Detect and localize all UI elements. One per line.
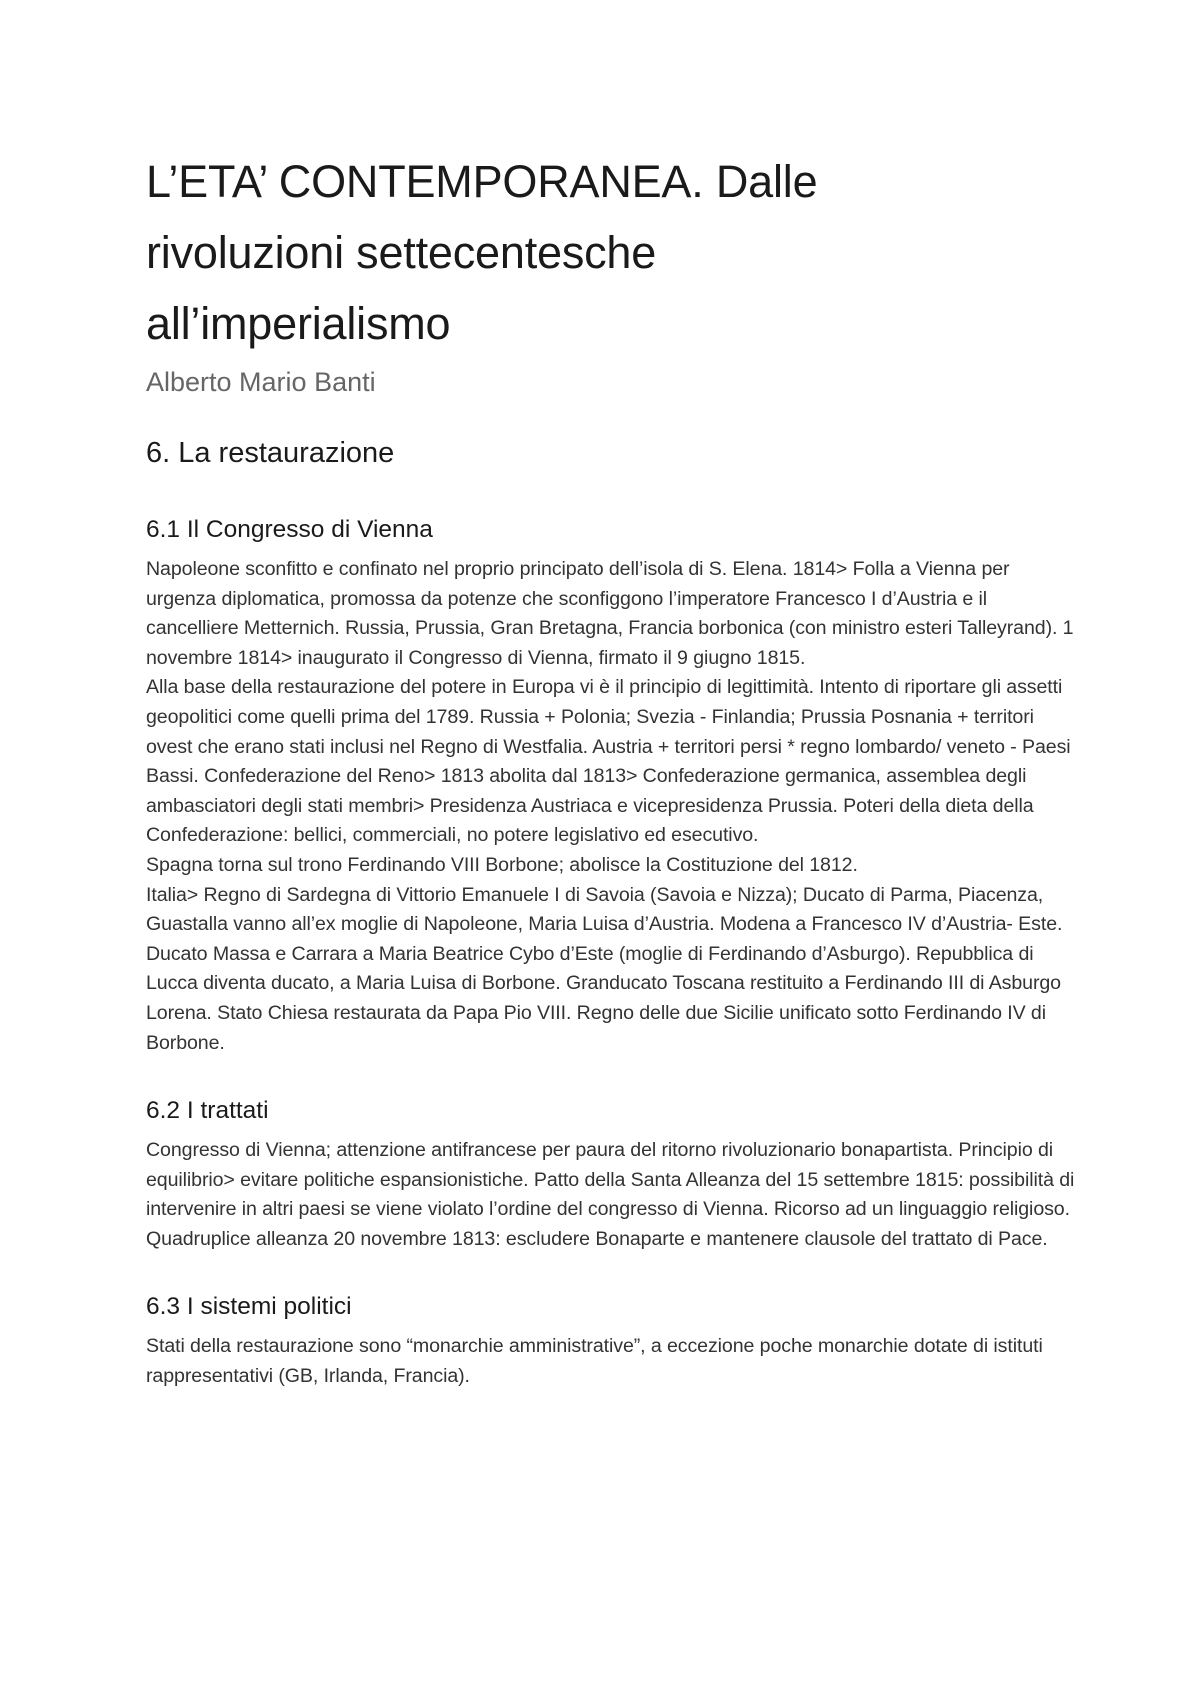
paragraph: Italia> Regno di Sardegna di Vittorio Emanuele I di Savoia (Savoia e Nizza); Ducato di Parma, Piacenza, Guastalla vanno all’ex moglie di Napoleone, Maria Luisa d’Austria. Modena a Francesco IV d’Austria- Este. Ducato Massa e Carrara a Maria Beatrice Cybo d’Este (moglie di Ferdinando d’Asburgo). Repubblica di Lucca diventa ducato, a Maria Luisa di Borbone. Granducato Toscana restituito a Ferdinando III di Asburgo Lorena. Stato Chiesa restaurata da Papa Pio VIII. Regno delle due Sicilie unificato sotto Ferdinando IV di Borbone. bbox=[146, 883, 1063, 1054]
chapter-heading: 6. La restaurazione bbox=[146, 437, 395, 469]
section-heading-6-2: 6.2 I trattati bbox=[146, 1097, 269, 1125]
document-content bbox=[146, 146, 1076, 1392]
section-body-6-3 bbox=[146, 1332, 1076, 1391]
section-heading-6-1: 6.1 Il Congresso di Vienna bbox=[146, 516, 433, 543]
title-line-1: L’ETA’ CONTEMPORANEA. Dalle bbox=[146, 156, 818, 207]
document-author: Alberto Mario Banti bbox=[146, 367, 376, 397]
section-body-6-2 bbox=[146, 1136, 1076, 1254]
paragraph: Congresso di Vienna; attenzione antifrancese per paura del ritorno rivoluzionario bonapartista. Principio di equilibrio> evitare politiche espansionistiche. Patto della Santa Alleanza del 15 settembre 1815: possibilità di intervenire in altri paesi se viene violato l’ordine del congresso di Vienna. Ricorso ad un linguaggio religioso. Quadruplice alleanza 20 novembre 1813: escludere Bonaparte e mantenere clausole del trattato di Pace. bbox=[146, 1139, 1075, 1250]
paragraph: Spagna torna sul trono Ferdinando VIII Borbone; abolisce la Costituzione del 1812. bbox=[146, 853, 858, 876]
paragraph: Napoleone sconfitto e confinato nel proprio principato dell’isola di S. Elena. 1814> Folla a Vienna per urgenza diplomatica, promossa da potenze che sconfiggono l’imperatore Francesco I d’Austria e il cancelliere Metternich. Russia, Prussia, Gran Bretagna, Francia borbonica (con ministro esteri Talleyrand). 1 novembre 1814> inaugurato il Congresso di Vienna, firmato il 9 giugno 1815. bbox=[146, 558, 1074, 669]
title-line-2: rivoluzioni settecentesche bbox=[146, 227, 657, 278]
section-body-6-1 bbox=[146, 555, 1076, 1058]
title-line-3: all’imperialismo bbox=[146, 298, 451, 349]
paragraph: Alla base della restaurazione del potere in Europa vi è il principio di legittimità. Intento di riportare gli assetti geopolitici come quelli prima del 1789. Russia + Polonia; Svezia - Finlandia; Prussia Posnania + territori ovest che erano stati inclusi nel Regno di Westfalia. Austria + territori persi * regno lombardo/ veneto - Paesi Bassi. Confederazione del Reno> 1813 abolita dal 1813> Confederazione germanica, assemblea degli ambasciatori degli stati membri> Presidenza Austriaca e vicepresidenza Prussia. Poteri della dieta della Confederazione: bellici, commerciali, no potere legislativo ed esecutivo. bbox=[146, 676, 1071, 847]
section-heading-6-3: 6.3 I sistemi politici bbox=[146, 1293, 352, 1321]
document-title bbox=[146, 146, 1076, 359]
paragraph: Stati della restaurazione sono “monarchie amministrative”, a eccezione poche monarchie dotate di istituti rappresentativi (GB, Irlanda, Francia). bbox=[146, 1335, 1043, 1388]
